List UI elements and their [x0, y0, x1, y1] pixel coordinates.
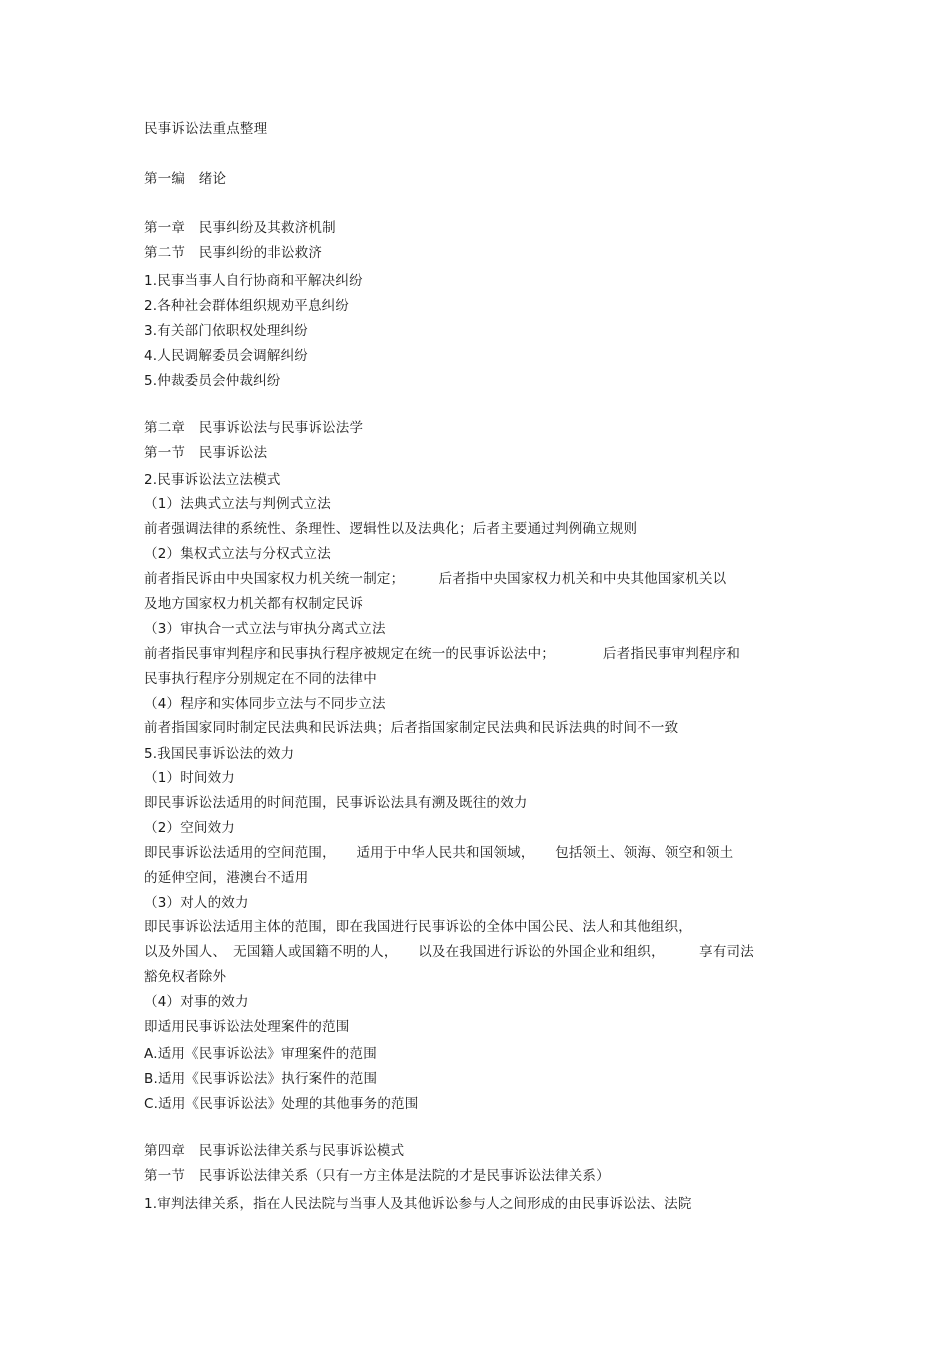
paragraph-heading: 2.民事诉讼法立法模式 [144, 472, 281, 488]
body-text: 前者强调法律的系统性、条理性、逻辑性以及法典化；后者主要通过判例确立规则 [144, 521, 638, 537]
body-text: 1.审判法律关系，指在人民法院与当事人及其他诉讼参与人之间形成的由民事诉讼法、法院 [144, 1196, 692, 1212]
body-text: 即民事诉讼法适用主体的范围，即在我国进行民事诉讼的全体中国公民、法人和其他组织， [144, 919, 692, 935]
list-item: 3.有关部门依职权处理纠纷 [144, 323, 308, 339]
chapter-heading: 第二章 民事诉讼法与民事诉讼法学 [144, 420, 364, 436]
list-item: A.适用《民事诉讼法》审理案件的范围 [144, 1046, 377, 1062]
list-item: 5.仲裁委员会仲裁纠纷 [144, 373, 281, 389]
sub-heading: （1）法典式立法与判例式立法 [144, 496, 331, 512]
section-heading: 第一节 民事诉讼法律关系（只有一方主体是法院的才是民事诉讼法律关系） [144, 1168, 610, 1184]
part-heading: 第一编 绪论 [144, 171, 227, 187]
paragraph-heading: 5.我国民事诉讼法的效力 [144, 746, 295, 762]
sub-heading: （3）对人的效力 [144, 895, 249, 911]
chapter-heading: 第一章 民事纠纷及其救济机制 [144, 220, 336, 236]
body-text: 前者指民事审判程序和民事执行程序被规定在统一的民事诉讼法中； 后者指民事审判程序和 [144, 646, 741, 662]
body-text: 即民事诉讼法适用的时间范围，民事诉讼法具有溯及既往的效力 [144, 795, 528, 811]
chapter-heading: 第四章 民事诉讼法律关系与民事诉讼模式 [144, 1143, 405, 1159]
body-text: 前者指国家同时制定民法典和民诉法典；后者指国家制定民法典和民诉法典的时间不一致 [144, 720, 679, 736]
list-item: B.适用《民事诉讼法》执行案件的范围 [144, 1071, 378, 1087]
list-item: C.适用《民事诉讼法》处理的其他事务的范围 [144, 1096, 419, 1112]
body-text: 的延伸空间，港澳台不适用 [144, 870, 309, 886]
body-text: 前者指民诉由中央国家权力机关统一制定； 后者指中央国家权力机关和中央其他国家机关以 [144, 571, 727, 587]
sub-heading: （1）时间效力 [144, 770, 235, 786]
list-item: 1.民事当事人自行协商和平解决纠纷 [144, 273, 363, 289]
body-text: 即适用民事诉讼法处理案件的范围 [144, 1019, 350, 1035]
document-title: 民事诉讼法重点整理 [144, 121, 268, 137]
body-text: 以及外国人、 无国籍人或国籍不明的人， 以及在我国进行诉讼的外国企业和组织， 享有司法 [144, 944, 754, 960]
sub-heading: （3）审执合一式立法与审执分离式立法 [144, 621, 386, 637]
sub-heading: （2）集权式立法与分权式立法 [144, 546, 331, 562]
body-text: 民事执行程序分别规定在不同的法律中 [144, 671, 377, 687]
section-heading: 第二节 民事纠纷的非讼救济 [144, 245, 323, 261]
list-item: 2.各种社会群体组织规劝平息纠纷 [144, 298, 350, 314]
body-text: 即民事诉讼法适用的空间范围， 适用于中华人民共和国领域， 包括领土、领海、领空和领土 [144, 845, 734, 861]
body-text: 豁免权者除外 [144, 969, 227, 985]
sub-heading: （4）对事的效力 [144, 994, 249, 1010]
list-item: 4.人民调解委员会调解纠纷 [144, 348, 308, 364]
body-text: 及地方国家权力机关都有权制定民诉 [144, 596, 364, 612]
sub-heading: （4）程序和实体同步立法与不同步立法 [144, 696, 386, 712]
section-heading: 第一节 民事诉讼法 [144, 445, 268, 461]
sub-heading: （2）空间效力 [144, 820, 235, 836]
